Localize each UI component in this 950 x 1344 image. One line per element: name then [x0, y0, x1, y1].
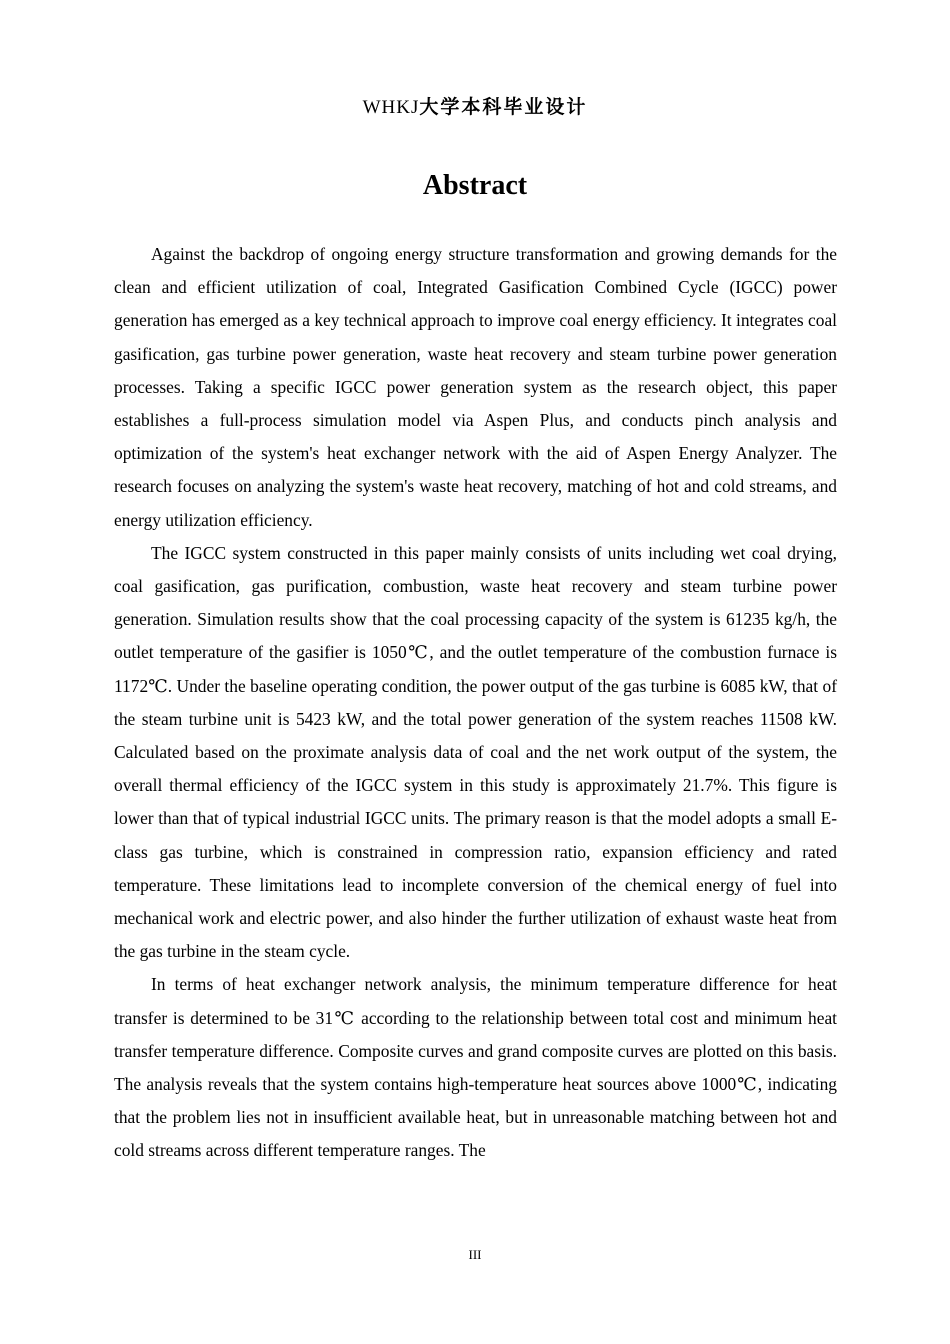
- abstract-paragraph-3: In terms of heat exchanger network analysis, the minimum temperature difference for heat transfer is determined to be 31℃ according to the relationship between total cost and minimum heat transfer temperature difference. Composite curves and grand composite curves are plotted on this basis. The analysis reveals that the system contains high-temperature heat sources above 1000℃, indicating that the problem lies not in insufficient available heat, but in unreasonable matching between hot and cold streams across different temperature ranges. The: [114, 974, 837, 1161]
- section-title: Abstract: [422, 170, 528, 201]
- running-header: [0, 94, 950, 121]
- header-school-code: WHKJ: [362, 97, 420, 118]
- abstract-paragraph-2: The IGCC system constructed in this paper mainly consists of units including wet coal drying, coal gasification, gas purification, combustion, waste heat recovery and steam turbine power generation. Simulation results show that the coal processing capacity of the system is 61235 kg/h, the outlet temperature of the gasifier is 1050℃, and the outlet temperature of the combustion furnace is 1172℃. Under the baseline operating condition, the power output of the gas turbine is 6085 kW, that of the steam turbine unit is 5423 kW, and the total power generation of the system reaches 11508 kW. Calculated based on the proximate analysis data of coal and the net work output of the system, the overall thermal efficiency of the IGCC system in this study is approximately 21.7%. This figure is lower than that of typical industrial IGCC units. The primary reason is that the model adopts a small E-class gas turbine, which is constrained in compression ratio, expansion efficiency and rated temperature. These limitations lead to incomplete conversion of the chemical energy of fuel into mechanical work and electric power, and also hinder the further utilization of exhaust waste heat from the gas turbine in the steam cycle.: [114, 542, 837, 962]
- header-document-type: 大学本科毕业设计: [419, 96, 588, 118]
- abstract-body: [114, 238, 837, 1168]
- abstract-paragraph-1: Against the backdrop of ongoing energy structure transformation and growing demands for the clean and efficient utilization of coal, Integrated Gasification Combined Cycle (IGCC) power generation has emerged as a key technical approach to improve coal energy efficiency. It integrates coal gasification, gas turbine power generation, waste heat recovery and steam turbine power generation processes. Taking a specific IGCC power generation system as the research object, this paper establishes a full-process simulation model via Aspen Plus, and conducts pinch analysis and optimization of the system's heat exchanger network with the aid of Aspen Energy Analyzer. The research focuses on analyzing the system's waste heat recovery, matching of hot and cold streams, and energy utilization efficiency.: [114, 244, 837, 530]
- page-number: III: [468, 1247, 482, 1262]
